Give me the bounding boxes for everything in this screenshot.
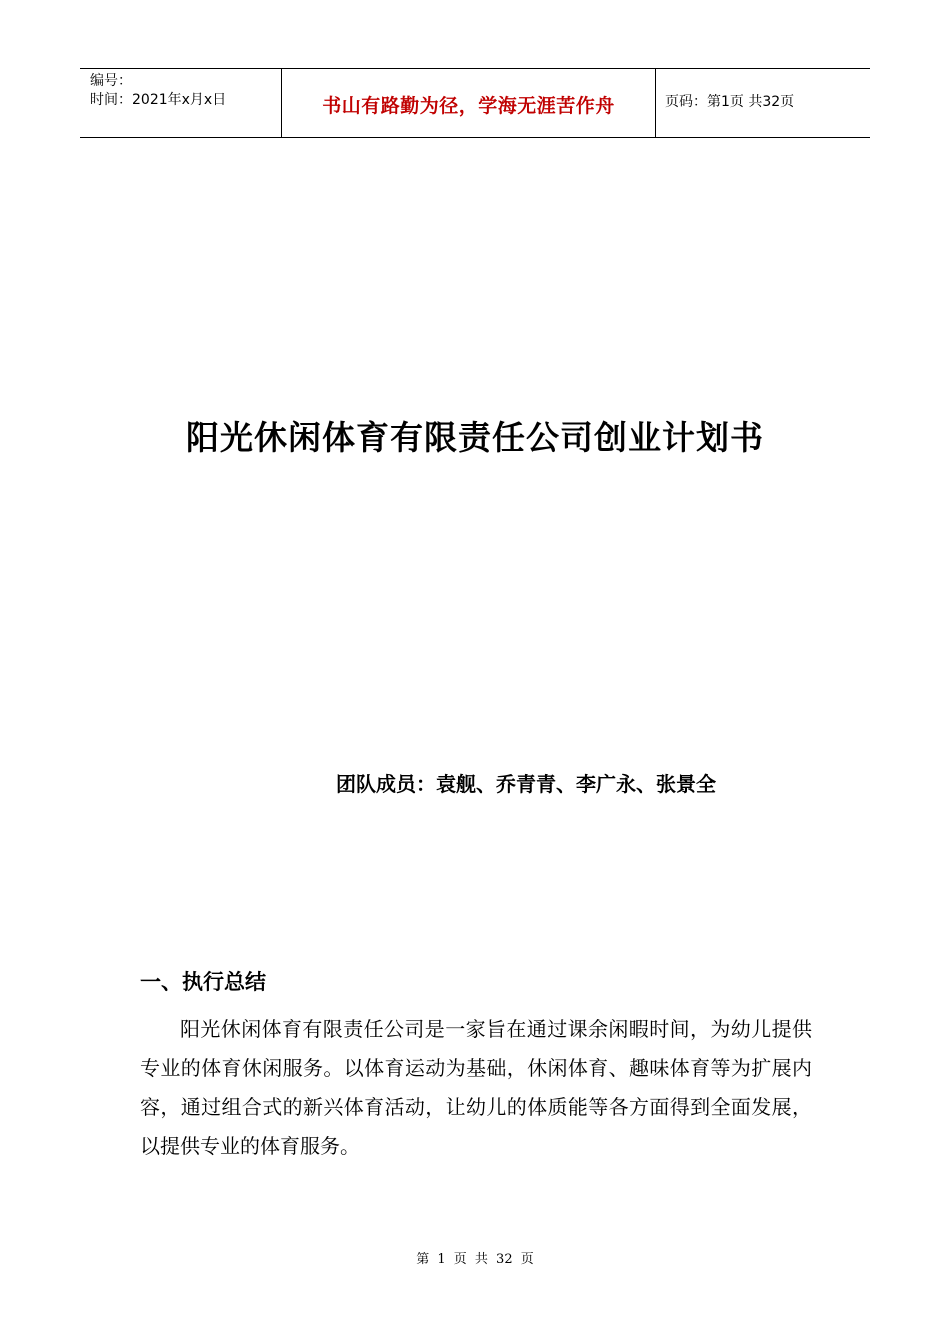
- header-motto-cell: [281, 69, 656, 137]
- date-label: 时间：2021年x月x日: [90, 92, 227, 108]
- motto: 书山有路勤为径，学海无涯苦作舟: [322, 95, 615, 117]
- section-heading: 一、执行总结: [140, 970, 266, 994]
- header-info-cell: [80, 69, 280, 137]
- page-number-label: 页码：第1页 共32页: [665, 94, 795, 110]
- header-page-cell: [655, 69, 870, 137]
- document-header: [80, 68, 870, 138]
- page-footer: 第 1 页 共 32 页: [416, 1252, 534, 1267]
- document-title: 阳光休闲体育有限责任公司创业计划书: [186, 418, 764, 457]
- summary-paragraph: 阳光休闲体育有限责任公司是一家旨在通过课余闲暇时间，为幼儿提供专业的体育休闲服务。以体育运动为基础，休闲体育、趣味体育等为扩展内容，通过组合式的新兴体育活动，让幼儿的体质能等各方面得到全面发展，以提供专业的体育服务。: [140, 1017, 812, 1158]
- code-label: 编号：: [90, 73, 132, 89]
- team-members: 团队成员：袁舰、乔青青、李广永、张景全: [336, 772, 716, 796]
